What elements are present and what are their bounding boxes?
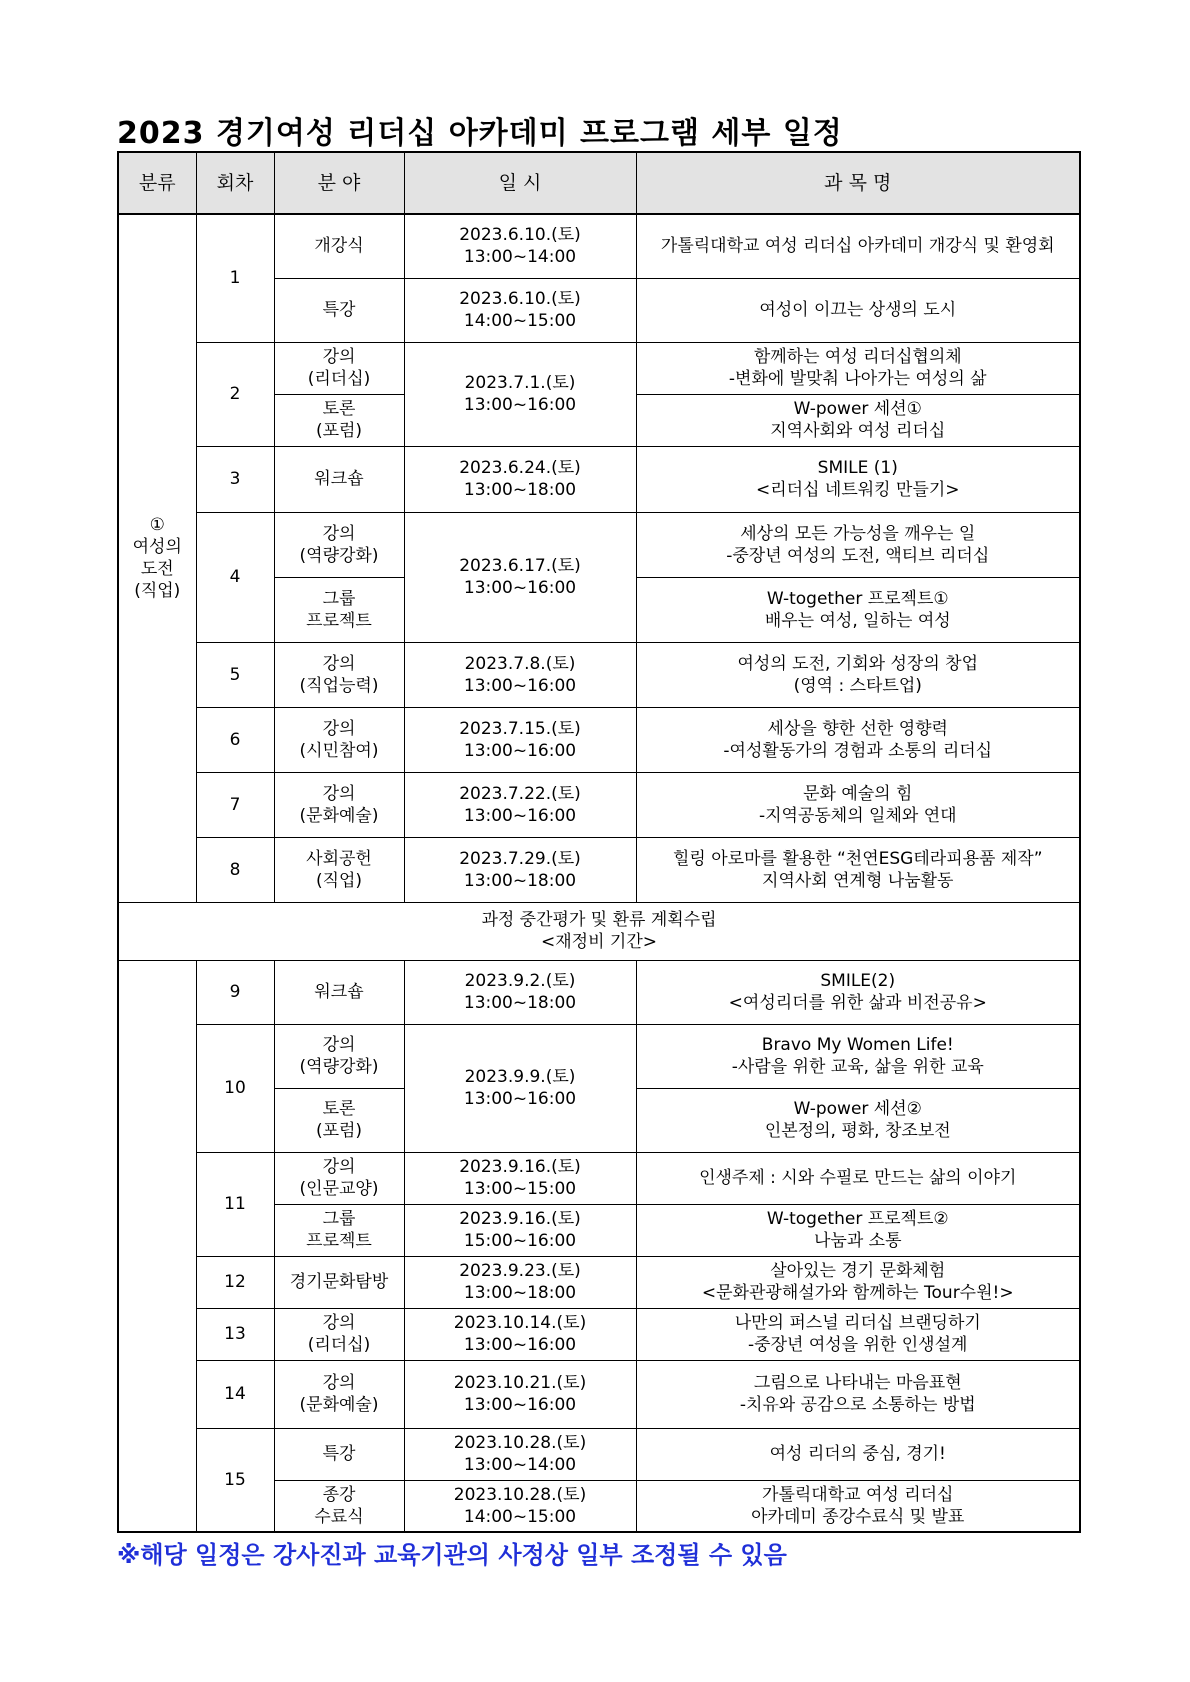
subject-cell: W-together 프로젝트① 배우는 여성, 일하는 여성 bbox=[636, 577, 1080, 642]
round-cell: 10 bbox=[196, 1024, 274, 1152]
field-cell: 개강식 bbox=[274, 214, 404, 278]
datetime-cell: 2023.6.17.(토) 13:00~16:00 bbox=[404, 512, 636, 642]
field-cell: 토론 (포럼) bbox=[274, 394, 404, 446]
round-cell: 9 bbox=[196, 960, 274, 1024]
subject-cell: 그림으로 나타내는 마음표현 -치유와 공감으로 소통하는 방법 bbox=[636, 1360, 1080, 1428]
field-cell: 특강 bbox=[274, 1428, 404, 1480]
table-row bbox=[118, 1428, 1080, 1480]
header-subject: 과 목 명 bbox=[636, 152, 1080, 214]
subject-cell: SMILE (1) <리더십 네트워킹 만들기> bbox=[636, 446, 1080, 512]
round-cell: 8 bbox=[196, 837, 274, 902]
table-row bbox=[118, 772, 1080, 837]
category-cell-empty bbox=[118, 960, 196, 1532]
table-header-row bbox=[118, 152, 1080, 214]
subject-cell: Bravo My Women Life! -사람을 위한 교육, 삶을 위한 교육 bbox=[636, 1024, 1080, 1088]
subject-cell: 여성의 도전, 기회와 성장의 창업 (영역 : 스타트업) bbox=[636, 642, 1080, 707]
datetime-cell: 2023.6.10.(토) 13:00~14:00 bbox=[404, 214, 636, 278]
datetime-cell: 2023.9.16.(토) 13:00~15:00 bbox=[404, 1152, 636, 1204]
datetime-cell: 2023.7.29.(토) 13:00~18:00 bbox=[404, 837, 636, 902]
round-cell: 1 bbox=[196, 214, 274, 342]
table-row bbox=[118, 512, 1080, 577]
subject-cell: SMILE(2) <여성리더를 위한 삶과 비전공유> bbox=[636, 960, 1080, 1024]
field-cell: 강의 (리더십) bbox=[274, 1308, 404, 1360]
field-cell: 특강 bbox=[274, 278, 404, 342]
category-cell bbox=[118, 214, 196, 902]
subject-cell: 살아있는 경기 문화체험 <문화관광해설가와 함께하는 Tour수원!> bbox=[636, 1256, 1080, 1308]
subject-cell: 가톨릭대학교 여성 리더십 아카데미 종강수료식 및 발표 bbox=[636, 1480, 1080, 1532]
header-round: 회차 bbox=[196, 152, 274, 214]
datetime-cell: 2023.9.23.(토) 13:00~18:00 bbox=[404, 1256, 636, 1308]
table-row bbox=[118, 1152, 1080, 1204]
subject-cell: 여성 리더의 중심, 경기! bbox=[636, 1428, 1080, 1480]
subject-cell: 세상의 모든 가능성을 깨우는 일 -중장년 여성의 도전, 액티브 리더십 bbox=[636, 512, 1080, 577]
table-row bbox=[118, 642, 1080, 707]
round-cell: 12 bbox=[196, 1256, 274, 1308]
round-cell: 5 bbox=[196, 642, 274, 707]
field-cell: 강의 (리더십) bbox=[274, 342, 404, 394]
table-row bbox=[118, 1308, 1080, 1360]
table-row bbox=[118, 342, 1080, 394]
table-row bbox=[118, 214, 1080, 278]
subject-cell: W-together 프로젝트② 나눔과 소통 bbox=[636, 1204, 1080, 1256]
field-cell: 그룹 프로젝트 bbox=[274, 1204, 404, 1256]
subject-cell: 힐링 아로마를 활용한 “천연ESG테라피용품 제작” 지역사회 연계형 나눔활동 bbox=[636, 837, 1080, 902]
subject-cell: 가톨릭대학교 여성 리더십 아카데미 개강식 및 환영회 bbox=[636, 214, 1080, 278]
category-text: 여성의 bbox=[132, 537, 182, 558]
schedule-table bbox=[117, 151, 1081, 1533]
datetime-cell: 2023.6.10.(토) 14:00~15:00 bbox=[404, 278, 636, 342]
subject-cell: 문화 예술의 힘 -지역공동체의 일체와 연대 bbox=[636, 772, 1080, 837]
header-datetime: 일 시 bbox=[404, 152, 636, 214]
table-row bbox=[118, 1024, 1080, 1088]
field-cell: 워크숍 bbox=[274, 446, 404, 512]
round-cell: 11 bbox=[196, 1152, 274, 1256]
category-text: (직업) bbox=[134, 581, 181, 602]
header-category: 분류 bbox=[118, 152, 196, 214]
datetime-cell: 2023.9.2.(토) 13:00~18:00 bbox=[404, 960, 636, 1024]
field-cell: 강의 (역량강화) bbox=[274, 1024, 404, 1088]
field-cell: 강의 (직업능력) bbox=[274, 642, 404, 707]
subject-cell: 나만의 퍼스널 리더십 브랜딩하기 -중장년 여성을 위한 인생설계 bbox=[636, 1308, 1080, 1360]
header-field: 분 야 bbox=[274, 152, 404, 214]
field-cell: 강의 (역량강화) bbox=[274, 512, 404, 577]
category-symbol: ① bbox=[149, 515, 165, 536]
datetime-cell: 2023.7.22.(토) 13:00~16:00 bbox=[404, 772, 636, 837]
round-cell: 13 bbox=[196, 1308, 274, 1360]
datetime-cell: 2023.9.16.(토) 15:00~16:00 bbox=[404, 1204, 636, 1256]
midterm-row bbox=[118, 902, 1080, 960]
table-row bbox=[118, 1360, 1080, 1428]
schedule-notice: ※해당 일정은 강사진과 교육기관의 사정상 일부 조정될 수 있음 bbox=[117, 1541, 787, 1569]
table-row bbox=[118, 1256, 1080, 1308]
table-row bbox=[118, 837, 1080, 902]
datetime-cell: 2023.7.1.(토) 13:00~16:00 bbox=[404, 342, 636, 446]
datetime-cell: 2023.10.14.(토) 13:00~16:00 bbox=[404, 1308, 636, 1360]
round-cell: 7 bbox=[196, 772, 274, 837]
field-cell: 강의 (문화예술) bbox=[274, 1360, 404, 1428]
page-title: 2023 경기여성 리더십 아카데미 프로그램 세부 일정 bbox=[117, 116, 843, 151]
datetime-cell: 2023.7.8.(토) 13:00~16:00 bbox=[404, 642, 636, 707]
round-cell: 4 bbox=[196, 512, 274, 642]
round-cell: 15 bbox=[196, 1428, 274, 1532]
subject-cell: 세상을 향한 선한 영향력 -여성활동가의 경험과 소통의 리더십 bbox=[636, 707, 1080, 772]
field-cell: 워크숍 bbox=[274, 960, 404, 1024]
datetime-cell: 2023.10.28.(토) 13:00~14:00 bbox=[404, 1428, 636, 1480]
datetime-cell: 2023.10.28.(토) 14:00~15:00 bbox=[404, 1480, 636, 1532]
table-row bbox=[118, 960, 1080, 1024]
round-cell: 2 bbox=[196, 342, 274, 446]
field-cell: 그룹 프로젝트 bbox=[274, 577, 404, 642]
subject-cell: 함께하는 여성 리더십협의체 -변화에 발맞춰 나아가는 여성의 삶 bbox=[636, 342, 1080, 394]
midterm-cell: 과정 중간평가 및 환류 계획수립 <재정비 기간> bbox=[118, 902, 1080, 960]
table-row bbox=[118, 446, 1080, 512]
field-cell: 토론 (포럼) bbox=[274, 1088, 404, 1152]
datetime-cell: 2023.6.24.(토) 13:00~18:00 bbox=[404, 446, 636, 512]
category-text: 도전 bbox=[140, 559, 174, 580]
table-row bbox=[118, 707, 1080, 772]
subject-cell: W-power 세션② 인본정의, 평화, 창조보전 bbox=[636, 1088, 1080, 1152]
field-cell: 경기문화탐방 bbox=[274, 1256, 404, 1308]
round-cell: 6 bbox=[196, 707, 274, 772]
field-cell: 강의 (문화예술) bbox=[274, 772, 404, 837]
round-cell: 3 bbox=[196, 446, 274, 512]
field-cell: 종강 수료식 bbox=[274, 1480, 404, 1532]
subject-cell: 인생주제 : 시와 수필로 만드는 삶의 이야기 bbox=[636, 1152, 1080, 1204]
datetime-cell: 2023.9.9.(토) 13:00~16:00 bbox=[404, 1024, 636, 1152]
field-cell: 강의 (인문교양) bbox=[274, 1152, 404, 1204]
field-cell: 사회공헌 (직업) bbox=[274, 837, 404, 902]
round-cell: 14 bbox=[196, 1360, 274, 1428]
field-cell: 강의 (시민참여) bbox=[274, 707, 404, 772]
datetime-cell: 2023.7.15.(토) 13:00~16:00 bbox=[404, 707, 636, 772]
datetime-cell: 2023.10.21.(토) 13:00~16:00 bbox=[404, 1360, 636, 1428]
subject-cell: W-power 세션① 지역사회와 여성 리더십 bbox=[636, 394, 1080, 446]
subject-cell: 여성이 이끄는 상생의 도시 bbox=[636, 278, 1080, 342]
